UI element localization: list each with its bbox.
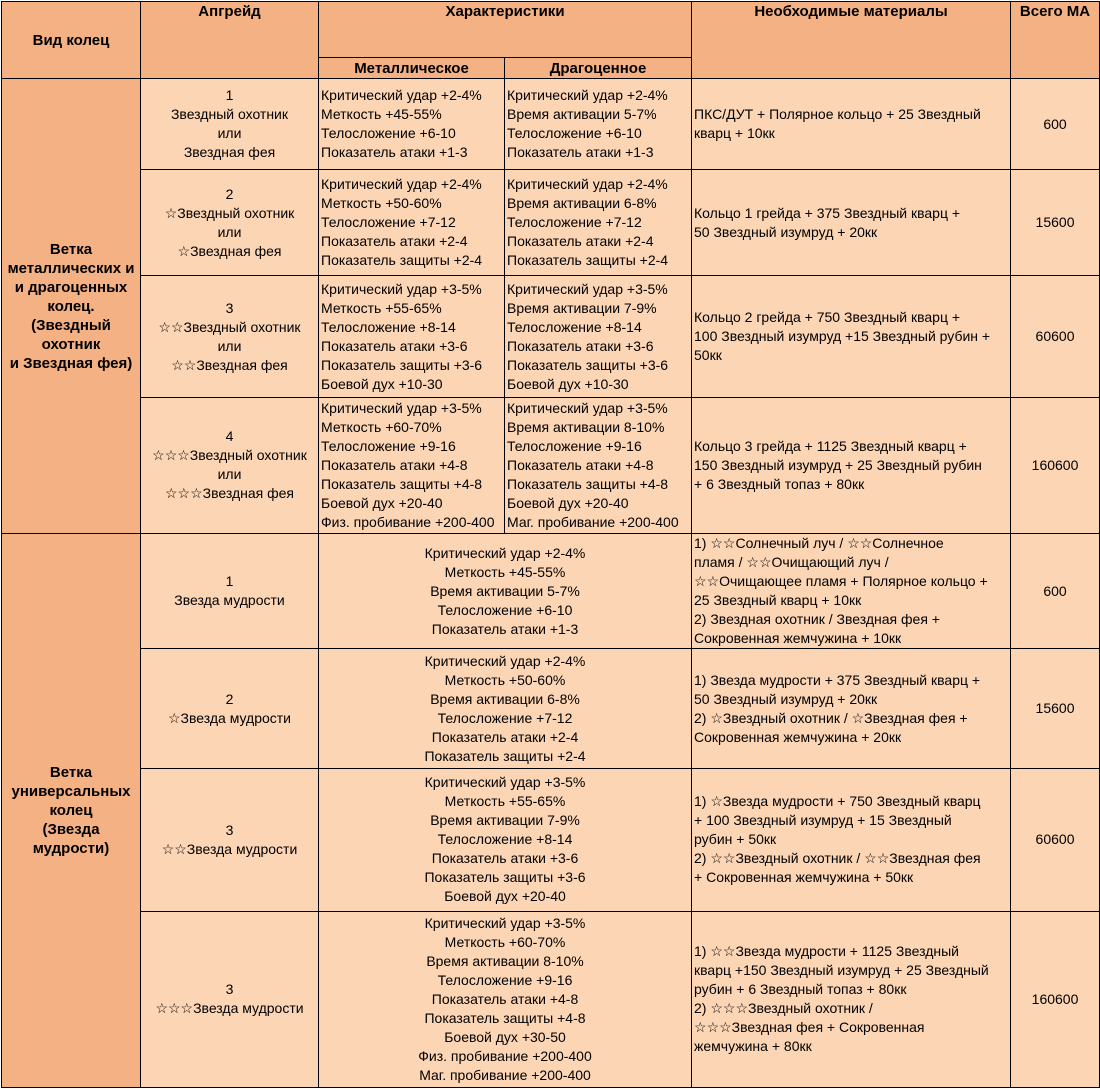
header-materials: Необходимые материалы — [692, 2, 1011, 79]
universal-stats: Критический удар +2-4% Меткость +45-55% Время активации 5-7% Телосложение +6-10 Показатель атаки +1-3 — [319, 533, 692, 648]
table-row — [2, 911, 1100, 1087]
header-ring-type: Вид колец — [2, 2, 141, 79]
branch-universal-title: Ветка универсальных колец (Звезда мудрости) — [2, 533, 141, 1087]
table-row — [2, 79, 1100, 170]
upgrade-cell: 1 Звезда мудрости — [141, 533, 319, 648]
total-ma-cell: 15600 — [1011, 649, 1100, 769]
materials-cell: Кольцо 3 грейда + 1125 Звездный кварц + 150 Звездный изумруд + 25 Звездный рубин + 6 Звездный топаз + 80кк — [692, 397, 1011, 533]
header-precious: Драгоценное — [505, 58, 692, 79]
metallic-stats: Критический удар +3-5% Меткость +60-70% Телосложение +9-16 Показатель атаки +4-8 Показатель защиты +4-8 Боевой дух +20-40 Физ. пробивание +200-400 — [319, 397, 505, 533]
precious-stats: Критический удар +2-4% Время активации 5-7% Телосложение +6-10 Показатель атаки +1-3 — [505, 79, 692, 170]
precious-stats: Критический удар +2-4% Время активации 6-8% Телосложение +7-12 Показатель атаки +2-4 Показатель защиты +2-4 — [505, 170, 692, 276]
table-row — [2, 276, 1100, 397]
total-ma-cell: 160600 — [1011, 397, 1100, 533]
branch-metal-precious-title: Ветка металлических и и драгоценных колец. (Звездный охотник и Звездная фея) — [2, 79, 141, 534]
upgrade-cell: 2 ☆Звезда мудрости — [141, 649, 319, 769]
header-upgrade: Апгрейд — [141, 2, 319, 79]
upgrade-cell: 3 ☆☆Звезда мудрости — [141, 769, 319, 911]
materials-cell: 1) ☆☆Солнечный луч / ☆☆Солнечное пламя / ☆☆Очищающий луч / ☆☆Очищающее пламя + Полярное кольцо + 25 Звездный кварц + 10кк 2) Звездная охотник / Звездная фея + Сокровенная жемчужина + 10кк — [692, 533, 1011, 648]
total-ma-cell: 600 — [1011, 79, 1100, 170]
total-ma-cell: 15600 — [1011, 170, 1100, 276]
materials-cell: ПКС/ДУТ + Полярное кольцо + 25 Звездный кварц + 10кк — [692, 79, 1011, 170]
header-characteristics: Характеристики — [319, 2, 692, 58]
total-ma-cell: 160600 — [1011, 911, 1100, 1087]
universal-stats: Критический удар +3-5% Меткость +60-70% Время активации 8-10% Телосложение +9-16 Показатель атаки +4-8 Показатель защиты +4-8 Боевой дух +30-50 Физ. пробивание +200-400 Маг. пробивание +200-400 — [319, 911, 692, 1087]
total-ma-cell: 60600 — [1011, 276, 1100, 397]
total-ma-cell: 60600 — [1011, 769, 1100, 911]
materials-cell: 1) ☆Звезда мудрости + 750 Звездный кварц + 100 Звездный изумруд + 15 Звездный рубин + 50кк 2) ☆☆Звездный охотник / ☆☆Звездная фея + Сокровенная жемчужина + 50кк — [692, 769, 1011, 911]
materials-cell: Кольцо 1 грейда + 375 Звездный кварц + 50 Звездный изумруд + 20кк — [692, 170, 1011, 276]
table-row — [2, 397, 1100, 533]
total-ma-cell: 600 — [1011, 533, 1100, 648]
metallic-stats: Критический удар +2-4% Меткость +50-60% Телосложение +7-12 Показатель атаки +2-4 Показатель защиты +2-4 — [319, 170, 505, 276]
table-row — [2, 170, 1100, 276]
upgrade-cell: 2 ☆Звездный охотник или ☆Звездная фея — [141, 170, 319, 276]
table-row — [2, 649, 1100, 769]
materials-cell: 1) Звезда мудрости + 375 Звездный кварц + 50 Звездный изумруд + 20кк 2) ☆Звездный охотник / ☆Звездная фея + Сокровенная жемчужина + 20кк — [692, 649, 1011, 769]
upgrade-cell: 3 ☆☆☆Звезда мудрости — [141, 911, 319, 1087]
rings-table — [1, 1, 1100, 1088]
header-total-ma: Всего МА — [1011, 2, 1100, 79]
table-row — [2, 533, 1100, 648]
universal-stats: Критический удар +3-5% Меткость +55-65% Время активации 7-9% Телосложение +8-14 Показатель атаки +3-6 Показатель защиты +3-6 Боевой дух +20-40 — [319, 769, 692, 911]
upgrade-cell: 3 ☆☆Звездный охотник или ☆☆Звездная фея — [141, 276, 319, 397]
precious-stats: Критический удар +3-5% Время активации 8-10% Телосложение +9-16 Показатель атаки +4-8 Показатель защиты +4-8 Боевой дух +20-40 Маг. пробивание +200-400 — [505, 397, 692, 533]
header-metallic: Металлическое — [319, 58, 505, 79]
materials-cell: Кольцо 2 грейда + 750 Звездный кварц + 100 Звездный изумруд +15 Звездный рубин + 50кк — [692, 276, 1011, 397]
materials-cell: 1) ☆☆Звезда мудрости + 1125 Звездный кварц +150 Звездный изумруд + 25 Звездный рубин + 6 Звездный топаз + 80кк 2) ☆☆☆Звездный охотник / ☆☆☆Звездная фея + Сокровенная жемчужина + 80кк — [692, 911, 1011, 1087]
table-row — [2, 769, 1100, 911]
metallic-stats: Критический удар +2-4% Меткость +45-55% Телосложение +6-10 Показатель атаки +1-3 — [319, 79, 505, 170]
upgrade-cell: 4 ☆☆☆Звездный охотник или ☆☆☆Звездная фея — [141, 397, 319, 533]
upgrade-cell: 1 Звездный охотник или Звездная фея — [141, 79, 319, 170]
metallic-stats: Критический удар +3-5% Меткость +55-65% Телосложение +8-14 Показатель атаки +3-6 Показатель защиты +3-6 Боевой дух +10-30 — [319, 276, 505, 397]
precious-stats: Критический удар +3-5% Время активации 7-9% Телосложение +8-14 Показатель атаки +3-6 Показатель защиты +3-6 Боевой дух +10-30 — [505, 276, 692, 397]
universal-stats: Критический удар +2-4% Меткость +50-60% Время активации 6-8% Телосложение +7-12 Показатель атаки +2-4 Показатель защиты +2-4 — [319, 649, 692, 769]
